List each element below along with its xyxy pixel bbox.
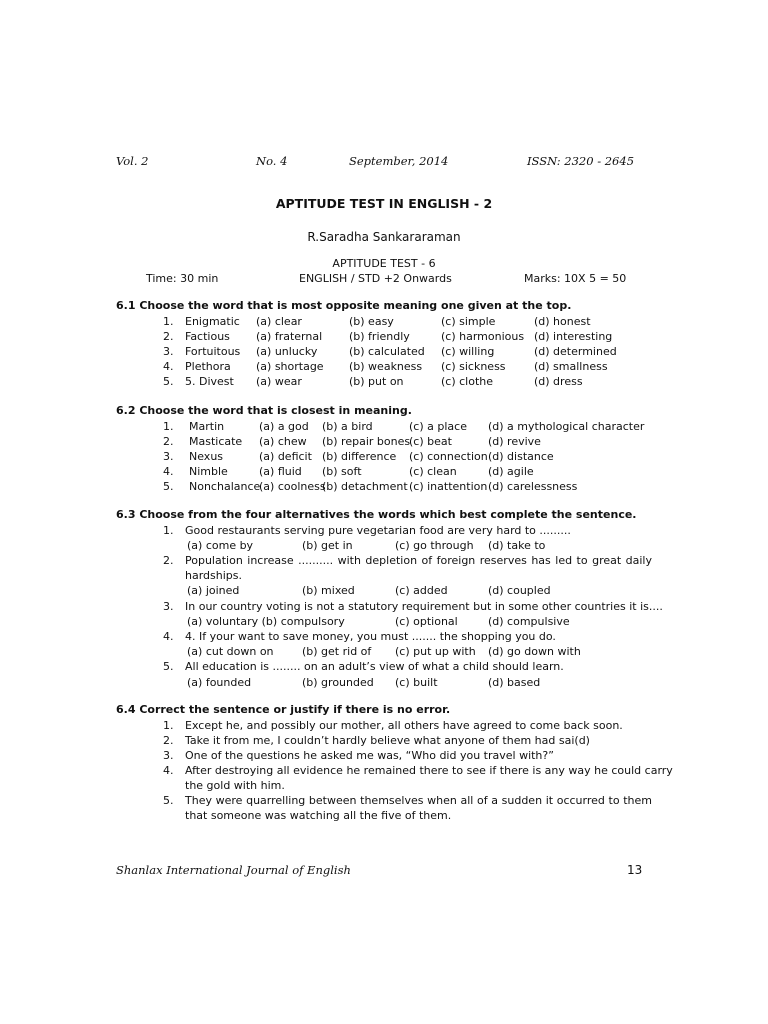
option-b: (b) repair bones bbox=[322, 435, 411, 448]
q-option: (b) grounded bbox=[302, 676, 374, 689]
q-option: (a) voluntary (b) compulsory bbox=[187, 615, 345, 628]
option-d: (d) carelessness bbox=[488, 480, 578, 493]
question-row bbox=[0, 479, 768, 494]
section-6-1-heading: 6.1 Choose the word that is most opposite meaning one given at the top. bbox=[116, 299, 572, 312]
question-row bbox=[0, 374, 768, 389]
q-text: All education is ........ on an adult’s view of what a child should learn. bbox=[185, 660, 564, 673]
q-text: Population increase .......... with depletion of foreign reserves has led to great daily bbox=[185, 554, 652, 567]
option-a: (a) wear bbox=[256, 375, 302, 388]
option-c: (c) simple bbox=[441, 315, 496, 328]
page-number: 13 bbox=[627, 863, 643, 877]
item-word: Nonchalance bbox=[189, 480, 261, 493]
item-word: 5. Divest bbox=[185, 375, 234, 388]
header-date: September, 2014 bbox=[349, 154, 449, 168]
q-option: (d) based bbox=[488, 676, 541, 689]
option-d: (d) honest bbox=[534, 315, 591, 328]
q-option: (d) compulsive bbox=[488, 615, 570, 628]
option-c: (c) a place bbox=[409, 420, 467, 433]
option-d: (d) revive bbox=[488, 435, 541, 448]
option-d: (d) smallness bbox=[534, 360, 608, 373]
q-option: (d) coupled bbox=[488, 584, 551, 597]
question-row bbox=[0, 434, 768, 449]
section-6-3-heading: 6.3 Choose from the four alternatives the words which best complete the sentence. bbox=[116, 508, 637, 521]
item-number: 2. bbox=[163, 435, 174, 448]
footer-journal: Shanlax International Journal of English bbox=[116, 863, 351, 877]
option-c: (c) willing bbox=[441, 345, 495, 358]
question-row bbox=[0, 359, 768, 374]
option-d: (d) dress bbox=[534, 375, 583, 388]
item-number: 4. bbox=[163, 465, 174, 478]
option-c: (c) connection bbox=[409, 450, 488, 463]
q-option: (a) come by bbox=[187, 539, 254, 552]
q-number: 2. bbox=[163, 554, 174, 567]
q-option: (d) take to bbox=[488, 539, 546, 552]
item-sentence: They were quarrelling between themselves when all of a sudden it occurred to them bbox=[185, 794, 652, 807]
option-a: (a) unlucky bbox=[256, 345, 318, 358]
q-text: In our country voting is not a statutory requirement but in some other countries it is.... bbox=[185, 600, 663, 613]
header-issn: ISSN: 2320 - 2645 bbox=[527, 154, 635, 168]
section-6-2-heading: 6.2 Choose the word that is closest in meaning. bbox=[116, 404, 412, 417]
item-word: Enigmatic bbox=[185, 315, 240, 328]
item-sentence-continued: that someone was watching all the five of them. bbox=[185, 809, 452, 822]
option-c: (c) sickness bbox=[441, 360, 506, 373]
q-option: (b) get rid of bbox=[302, 645, 372, 658]
item-sentence-continued: the gold with him. bbox=[185, 779, 285, 792]
option-a: (a) coolness bbox=[259, 480, 326, 493]
option-b: (b) put on bbox=[349, 375, 404, 388]
item-sentence: Take it from me, I couldn’t hardly believe what anyone of them had sai(d) bbox=[185, 734, 590, 747]
option-d: (d) interesting bbox=[534, 330, 613, 343]
item-number: 1. bbox=[163, 719, 174, 732]
option-c: (c) clean bbox=[409, 465, 457, 478]
q-number: 4. bbox=[163, 630, 174, 643]
item-number: 5. bbox=[163, 480, 174, 493]
question-row bbox=[0, 419, 768, 434]
q-option: (b) get in bbox=[302, 539, 353, 552]
item-number: 5. bbox=[163, 794, 174, 807]
item-number: 3. bbox=[163, 345, 174, 358]
option-a: (a) fluid bbox=[259, 465, 302, 478]
test-name: APTITUDE TEST - 6 bbox=[332, 257, 436, 270]
q-option: (a) joined bbox=[187, 584, 240, 597]
item-word: Martin bbox=[189, 420, 225, 433]
item-number: 3. bbox=[163, 450, 174, 463]
item-number: 5. bbox=[163, 375, 174, 388]
item-number: 2. bbox=[163, 330, 174, 343]
test-time: Time: 30 min bbox=[146, 272, 219, 285]
item-sentence: One of the questions he asked me was, “Who did you travel with?” bbox=[185, 749, 554, 762]
item-number: 4. bbox=[163, 360, 174, 373]
option-b: (b) a bird bbox=[322, 420, 373, 433]
option-b: (b) difference bbox=[322, 450, 397, 463]
q-option: (c) built bbox=[395, 676, 438, 689]
q-text-continued: hardships. bbox=[185, 569, 242, 582]
q-text: Good restaurants serving pure vegetarian food are very hard to ......... bbox=[185, 524, 571, 537]
question-row bbox=[0, 344, 768, 359]
header-number: No. 4 bbox=[256, 154, 288, 168]
option-d: (d) determined bbox=[534, 345, 617, 358]
item-number: 1. bbox=[163, 315, 174, 328]
q-option: (a) cut down on bbox=[187, 645, 274, 658]
option-a: (a) deficit bbox=[259, 450, 312, 463]
item-word: Plethora bbox=[185, 360, 231, 373]
option-b: (b) detachment bbox=[322, 480, 408, 493]
q-option: (c) put up with bbox=[395, 645, 476, 658]
option-c: (c) harmonious bbox=[441, 330, 525, 343]
header-volume: Vol. 2 bbox=[116, 154, 149, 168]
item-sentence: After destroying all evidence he remained there to see if there is any way he could carry bbox=[185, 764, 673, 777]
option-d: (d) agile bbox=[488, 465, 534, 478]
q-text: 4. If your want to save money, you must ....... the shopping you do. bbox=[185, 630, 556, 643]
q-option: (c) go through bbox=[395, 539, 474, 552]
item-number: 1. bbox=[163, 420, 174, 433]
option-b: (b) weakness bbox=[349, 360, 423, 373]
q-number: 3. bbox=[163, 600, 174, 613]
item-number: 2. bbox=[163, 734, 174, 747]
option-a: (a) chew bbox=[259, 435, 307, 448]
q-option: (d) go down with bbox=[488, 645, 581, 658]
option-a: (a) shortage bbox=[256, 360, 324, 373]
section-6-4-heading: 6.4 Correct the sentence or justify if there is no error. bbox=[116, 703, 451, 716]
q-number: 1. bbox=[163, 524, 174, 537]
option-b: (b) friendly bbox=[349, 330, 410, 343]
q-option: (c) added bbox=[395, 584, 448, 597]
q-option: (b) mixed bbox=[302, 584, 355, 597]
item-number: 4. bbox=[163, 764, 174, 777]
option-a: (a) a god bbox=[259, 420, 309, 433]
option-c: (c) inattention bbox=[409, 480, 488, 493]
item-word: Nimble bbox=[189, 465, 228, 478]
item-word: Fortuitous bbox=[185, 345, 241, 358]
q-option: (c) optional bbox=[395, 615, 458, 628]
question-row bbox=[0, 329, 768, 344]
option-b: (b) calculated bbox=[349, 345, 425, 358]
option-d: (d) distance bbox=[488, 450, 554, 463]
item-word: Factious bbox=[185, 330, 230, 343]
article-author: R.Saradha Sankararaman bbox=[307, 230, 461, 244]
test-marks: Marks: 10X 5 = 50 bbox=[524, 272, 627, 285]
option-c: (c) clothe bbox=[441, 375, 494, 388]
q-option: (a) founded bbox=[187, 676, 252, 689]
option-b: (b) soft bbox=[322, 465, 362, 478]
option-b: (b) easy bbox=[349, 315, 394, 328]
test-level: ENGLISH / STD +2 Onwards bbox=[299, 272, 452, 285]
item-sentence: Except he, and possibly our mother, all others have agreed to come back soon. bbox=[185, 719, 623, 732]
question-row bbox=[0, 464, 768, 479]
option-c: (c) beat bbox=[409, 435, 452, 448]
question-row bbox=[0, 449, 768, 464]
article-title: APTITUDE TEST IN ENGLISH - 2 bbox=[275, 196, 493, 211]
option-a: (a) clear bbox=[256, 315, 302, 328]
option-d: (d) a mythological character bbox=[488, 420, 645, 433]
option-a: (a) fraternal bbox=[256, 330, 323, 343]
item-word: Masticate bbox=[189, 435, 243, 448]
q-number: 5. bbox=[163, 660, 174, 673]
question-row bbox=[0, 314, 768, 329]
item-word: Nexus bbox=[189, 450, 224, 463]
item-number: 3. bbox=[163, 749, 174, 762]
